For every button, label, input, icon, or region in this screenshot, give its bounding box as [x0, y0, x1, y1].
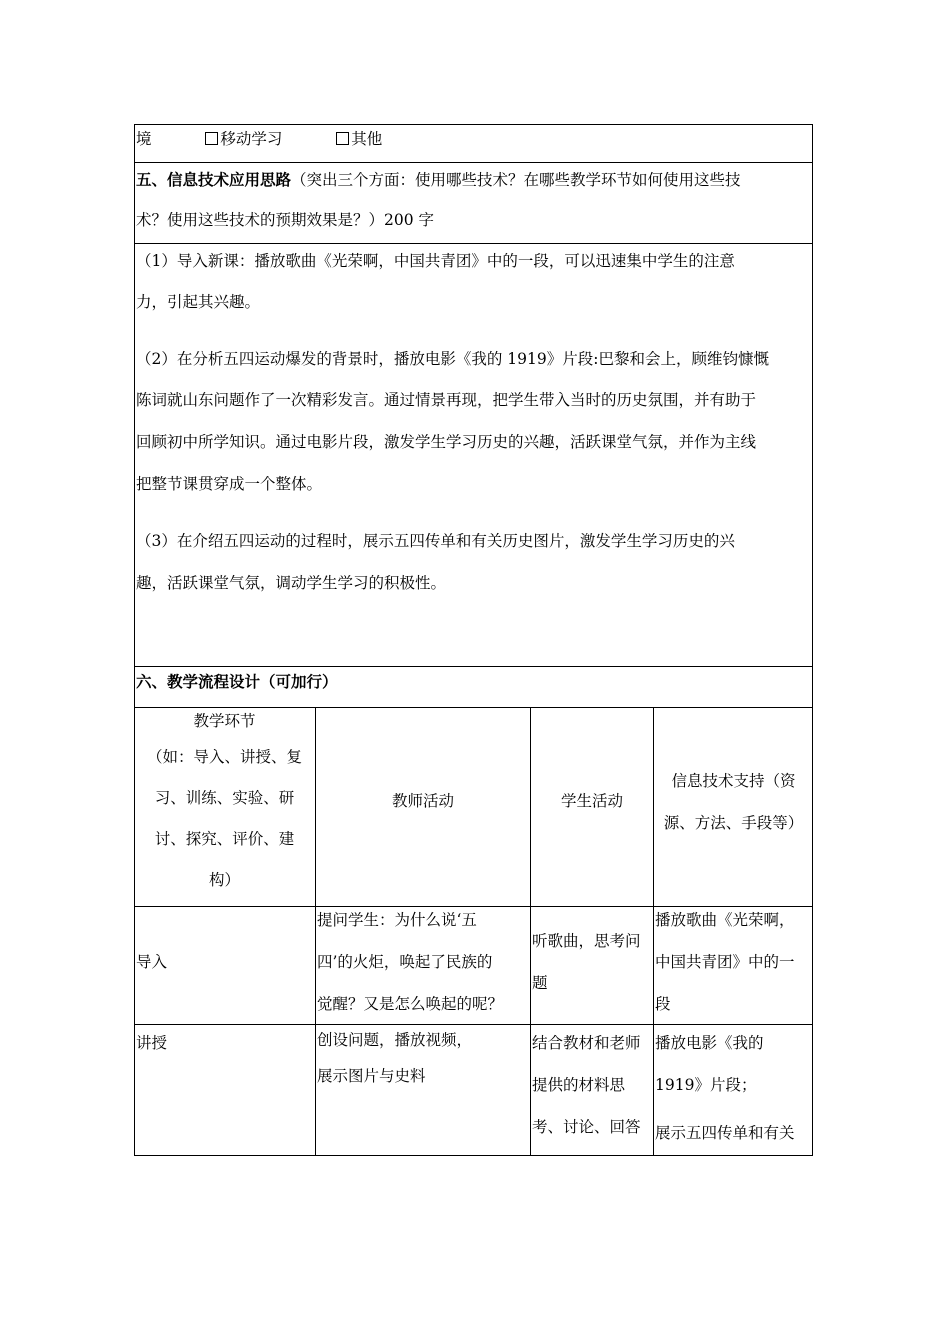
- row2-teacher: [317, 1022, 472, 1094]
- row1-student-line1: 听歌曲，思考问: [532, 932, 641, 950]
- para3-line2: 趣，活跃课堂气氛，调动学生学习的积极性。: [136, 574, 447, 592]
- option-other-label: 其他: [351, 130, 383, 148]
- row1-tech-line3: 段: [655, 995, 671, 1013]
- row2-student: [532, 1022, 641, 1148]
- header-stage-line3: 习、训练、实验、研: [154, 789, 295, 807]
- header-tech-line1: 信息技术支持（资: [671, 772, 796, 790]
- header-tech-line2: 源、方法、手段等）: [663, 814, 804, 832]
- para2-line2: 陈词就山东问题作了一次精彩发言。通过情景再现，把学生带入当时的历史氛围，并有助于: [136, 391, 757, 409]
- row2-student-line1: 结合教材和老师: [532, 1034, 641, 1052]
- col-divider-2: [530, 707, 531, 1156]
- checkbox-other-icon[interactable]: [336, 132, 349, 145]
- row1-tech: [655, 899, 795, 1025]
- row2-tech-line3: 展示五四传单和有关: [655, 1124, 795, 1142]
- section5-divider: [134, 162, 813, 163]
- para3-line1: （3）在介绍五四运动的过程时，展示五四传单和有关历史图片，激发学生学习历史的兴: [136, 532, 735, 550]
- para2-line1: （2）在分析五四运动爆发的背景时，播放电影《我的 1919》片段:巴黎和会上，顾维钧慷慨: [136, 350, 769, 368]
- env-label: 境: [136, 130, 152, 148]
- header-stage-line2: （如：导入、讲授、复: [146, 748, 302, 766]
- checkbox-mobile-icon[interactable]: [205, 132, 218, 145]
- header-stage-line1: 教学环节: [193, 712, 256, 730]
- section5-prompt-part1: （突出三个方面：使用哪些技术？在哪些教学环节如何使用这些技: [291, 171, 741, 189]
- row2-teacher-line2: 展示图片与史料: [317, 1067, 426, 1085]
- row1-stage: 导入: [136, 953, 168, 971]
- row2-tech: [655, 1022, 795, 1148]
- section6-heading: 六、教学流程设计（可加行）: [136, 672, 338, 691]
- row2-tech-line2: 1919》片段；: [655, 1076, 757, 1094]
- section5-body-divider: [134, 243, 813, 244]
- option-mobile-label: 移动学习: [220, 130, 283, 148]
- para1-line1: （1）导入新课：播放歌曲《光荣啊，中国共青团》中的一段，可以迅速集中学生的注意: [136, 252, 735, 270]
- row1-tech-line2: 中国共青团》中的一: [655, 953, 795, 971]
- col-divider-1: [315, 707, 316, 1156]
- row2-teacher-line1: 创设问题，播放视频，: [317, 1031, 473, 1049]
- section5-prompt-part2: 术？使用这些技术的预期效果是？）200 字: [136, 211, 435, 229]
- row2-student-line3: 考、讨论、回答: [532, 1118, 641, 1136]
- row1-tech-line1: 播放歌曲《光荣啊，: [655, 911, 795, 929]
- header-stage: [134, 706, 315, 900]
- header-tech: [654, 760, 813, 844]
- row2-tech-line1: 播放电影《我的: [655, 1034, 764, 1052]
- row2-stage: 讲授: [136, 1034, 168, 1052]
- section6-divider: [134, 666, 813, 667]
- row1-teacher-line2: 四’的火炬，唤起了民族的: [317, 953, 493, 971]
- row2-student-line2: 提供的材料思: [532, 1076, 626, 1094]
- header-student: 学生活动: [560, 792, 623, 810]
- row1-teacher-line1: 提问学生：为什么说‘五: [317, 911, 477, 929]
- header-stage-line4: 讨、探究、评价、建: [154, 830, 295, 848]
- document-page: [134, 124, 813, 1156]
- env-row: [136, 129, 382, 149]
- section5-heading-line1: [136, 170, 741, 190]
- section5-heading: 五、信息技术应用思路: [136, 170, 292, 189]
- header-teacher: 教师活动: [391, 792, 454, 810]
- row1-teacher: [317, 899, 503, 1025]
- para2-line3: 回顾初中所学知识。通过电影片段，激发学生学习历史的兴趣，活跃课堂气氛，并作为主线: [136, 433, 757, 451]
- row1-student: [532, 920, 641, 1004]
- para1-line2: 力，引起其兴趣。: [136, 293, 261, 311]
- row1-student-line2: 题: [532, 974, 548, 992]
- para2-line4: 把整节课贯穿成一个整体。: [136, 475, 323, 493]
- header-stage-line5: 构）: [208, 871, 240, 889]
- row1-teacher-line3: 觉醒？又是怎么唤起的呢？: [317, 995, 504, 1013]
